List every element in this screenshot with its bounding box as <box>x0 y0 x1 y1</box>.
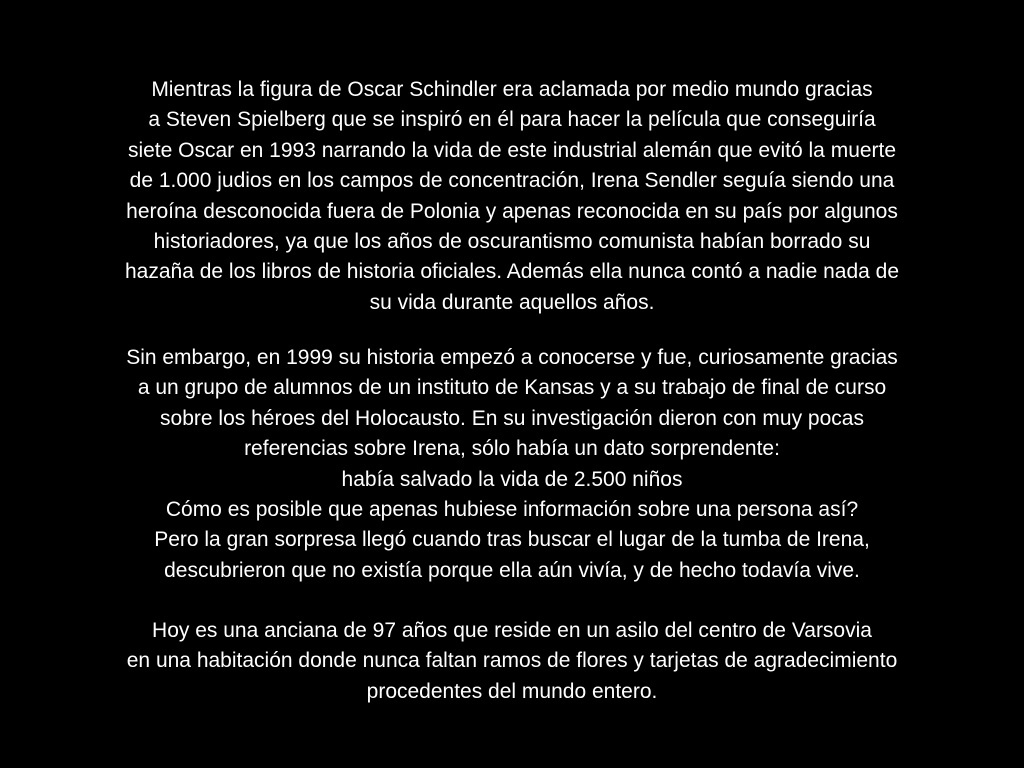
text-line: Mientras la figura de Oscar Schindler era aclamada por medio mundo gracias <box>151 78 873 101</box>
text-line: Sin embargo, en 1999 su historia empezó a conocerse y fue, curiosamente gracias <box>126 346 898 369</box>
text-line: a Steven Spielberg que se inspiró en él para hacer la película que conseguiría <box>148 108 876 132</box>
paragraph-kansas-discovery <box>20 343 1004 586</box>
text-line: sobre los héroes del Holocausto. En su investigación dieron con muy pocas <box>160 406 864 430</box>
text-line: referencias sobre Irena, sólo había un dato sorprendente: <box>244 437 780 461</box>
paragraph-schindler-comparison <box>20 75 1004 318</box>
text-line: de 1.000 judios en los campos de concentración, Irena Sendler seguía siendo una <box>129 169 895 193</box>
text-line: procedentes del mundo entero. <box>366 679 658 703</box>
paragraph-present-day <box>20 616 1004 707</box>
text-line: a un grupo de alumnos de un instituto de Kansas y a su trabajo de final de curso <box>137 376 887 400</box>
text-line: hazaña de los libros de historia oficiales. Además ella nunca contó a nadie nada de <box>124 260 900 284</box>
text-line: descubrieron que no existía porque ella aún vivía, y de hecho todavía vive. <box>164 558 860 582</box>
text-line: siete Oscar en 1993 narrando la vida de este industrial alemán que evitó la muerte <box>127 138 897 162</box>
text-line: en una habitación donde nunca faltan ramos de flores y tarjetas de agradecimiento <box>126 649 898 673</box>
text-line: su vida durante aquellos años. <box>369 290 655 314</box>
text-line: Cómo es posible que apenas hubiese información sobre una persona así? <box>165 498 859 522</box>
text-line: Hoy es una anciana de 97 años que reside en un asilo del centro de Varsovia <box>152 619 872 642</box>
text-line: heroína desconocida fuera de Polonia y apenas reconocida en su país por algunos <box>126 199 898 223</box>
text-line: historiadores, ya que los años de oscurantismo comunista habían borrado su <box>153 230 871 254</box>
text-line-highlight: había salvado la vida de 2.500 niños <box>341 467 683 491</box>
text-line: Pero la gran sorpresa llegó cuando tras buscar el lugar de la tumba de Irena, <box>154 528 870 552</box>
